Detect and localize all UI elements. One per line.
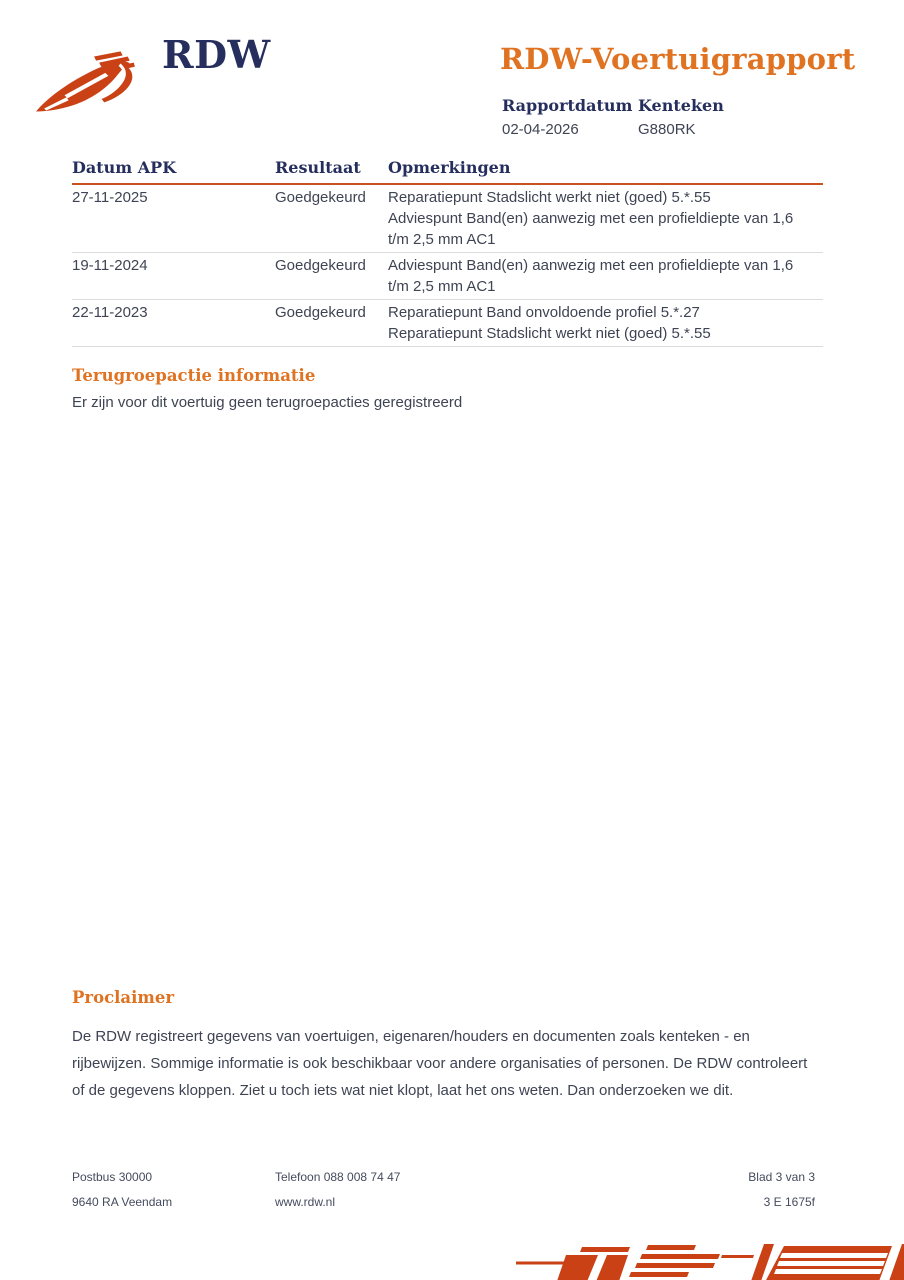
apk-history-table-body [72, 185, 823, 347]
apk-date-cell: 19-11-2024 [72, 257, 148, 274]
recall-section [72, 366, 822, 411]
apk-result-cell: Goedgekeurd [275, 304, 366, 321]
apk-remark-line: Reparatiepunt Band onvoldoende profiel 5.*.27 [388, 304, 700, 321]
table-row [72, 185, 823, 253]
report-meta [502, 96, 724, 138]
apk-remarks-cell [388, 302, 823, 344]
license-plate-label: Kenteken [638, 96, 724, 115]
apk-table-header-row [72, 158, 823, 185]
rdw-feather-logo-icon [36, 50, 144, 114]
license-plate-block [638, 96, 724, 138]
apk-remark-line: Adviespunt Band(en) aanwezig met een profieldiepte van 1,6 t/m 2,5 mm AC1 [388, 257, 794, 295]
apk-date-cell: 27-11-2025 [72, 189, 148, 206]
apk-remarks-cell [388, 255, 823, 297]
footer-page-indicator: Blad 3 van 3 [748, 1170, 815, 1184]
table-row [72, 253, 823, 300]
license-plate-value: G880RK [638, 121, 696, 138]
footer-city: 9640 RA Veendam [72, 1195, 173, 1209]
rdw-stripe-watermark-svg [516, 1244, 904, 1280]
proclaimer-text: De RDW registreert gegevens van voertuigen, eigenaren/houders en documenten zoals kenteken - en rijbewijzen. Sommige informatie is ook beschikbaar voor andere organisaties of personen. De RDW controleert of de gegevens kloppen. Ziet u toch iets wat niet klopt, laat het ons weten. Dan onderzoeken we dit. [72, 1028, 808, 1099]
footer-website-link[interactable]: www.rdw.nl [275, 1195, 336, 1209]
apk-remark-line: Adviespunt Band(en) aanwezig met een profieldiepte van 1,6 t/m 2,5 mm AC1 [388, 210, 794, 248]
rdw-stripe-watermark-icon [516, 1244, 904, 1280]
apk-remarks-cell [388, 187, 823, 250]
column-header-resultaat: Resultaat [275, 158, 361, 177]
report-date-block [502, 96, 638, 138]
proclaimer-section [72, 988, 824, 1104]
apk-date-cell: 22-11-2023 [72, 304, 148, 321]
footer-phone: Telefoon 088 008 74 47 [275, 1170, 401, 1184]
report-date-value: 02-04-2026 [502, 121, 579, 138]
apk-result-cell: Goedgekeurd [275, 189, 366, 206]
column-header-datum-apk: Datum APK [72, 158, 177, 177]
apk-remark-line: Reparatiepunt Stadslicht werkt niet (goed) 5.*.55 [388, 325, 711, 342]
proclaimer-heading: Proclaimer [72, 988, 175, 1007]
footer-form-code: 3 E 1675f [763, 1195, 815, 1209]
apk-result-cell: Goedgekeurd [275, 257, 366, 274]
table-row [72, 300, 823, 347]
recall-text: Er zijn voor dit voertuig geen terugroepacties geregistreerd [72, 394, 463, 411]
rdw-feather-logo-svg [36, 50, 144, 114]
rdw-wordmark: RDW [162, 32, 271, 77]
page-title: RDW-Voertuigrapport [500, 42, 856, 76]
report-date-label: Rapportdatum [502, 96, 633, 115]
recall-heading: Terugroepactie informatie [72, 366, 316, 385]
footer-po-box: Postbus 30000 [72, 1170, 153, 1184]
column-header-opmerkingen: Opmerkingen [388, 158, 511, 177]
apk-remark-line: Reparatiepunt Stadslicht werkt niet (goed) 5.*.55 [388, 189, 711, 206]
page-footer [72, 1170, 815, 1209]
apk-history-table [72, 158, 823, 347]
